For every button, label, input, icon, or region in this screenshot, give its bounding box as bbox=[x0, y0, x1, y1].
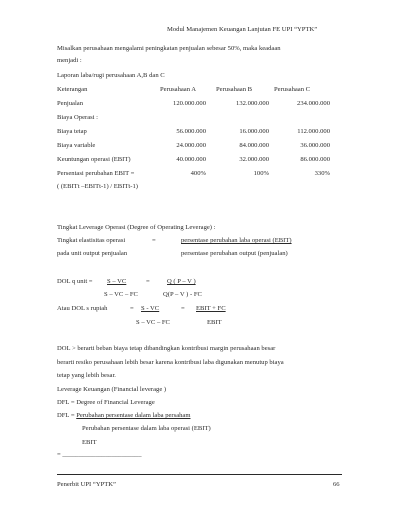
dol-rupiah-label: Atau DOL s rupiah bbox=[57, 305, 108, 312]
cell-a: 56.000.000 bbox=[176, 128, 206, 135]
dol-q-fraction-1-denominator: S – VC – FC bbox=[104, 291, 138, 298]
elasticity-label-2: pada unit output penjualan bbox=[57, 250, 128, 257]
dol-heading: Tingkat Leverage Operasi (Degree of Operating Leverage) : bbox=[57, 224, 216, 231]
intro-line-1: Misalkan perusahaan mengalami peningkatan penjualan sebesar 50%, maka keadaan bbox=[57, 45, 281, 52]
cell-a: 24.000.000 bbox=[176, 142, 206, 149]
dol-rupiah-fraction-2-numerator: EBIT + FC bbox=[196, 305, 226, 312]
elasticity-numerator: persentase perubahan laba operasi (EBIT) bbox=[181, 237, 292, 244]
cell-c: 36.000.000 bbox=[300, 142, 330, 149]
dfl-formula-denominator: Perubahan persentase dalam laba operasi (EBIT) bbox=[82, 425, 211, 432]
elasticity-label-1: Tingkat elastisitas operasi bbox=[57, 237, 126, 244]
cell-c: 234.000.000 bbox=[297, 100, 330, 107]
row-label: Persentasi perubahan EBIT = bbox=[57, 170, 135, 177]
cell-c: 86.000.000 bbox=[300, 156, 330, 163]
table-caption: Laporan laba/rugi perusahaan A,B dan C bbox=[57, 72, 165, 79]
dol-q-fraction-2-numerator: Q ( P – V ) bbox=[167, 278, 196, 285]
table-header-cell: Perusahaan A bbox=[160, 86, 197, 93]
cell-a: 120.000.000 bbox=[173, 100, 206, 107]
cell-b: 84.000.000 bbox=[239, 142, 269, 149]
dol-q-fraction-1-numerator: S – VC bbox=[107, 278, 127, 285]
elasticity-denominator: persentase perubahan output (penjualan) bbox=[181, 250, 288, 257]
equals-sign: = bbox=[146, 278, 150, 285]
cell-c: 330% bbox=[314, 170, 330, 177]
equals-sign: = bbox=[130, 305, 134, 312]
running-header: Modul Manajemen Keuangan Lanjutan FE UPI “YPTK” bbox=[167, 26, 318, 33]
equals-sign: = bbox=[181, 305, 185, 312]
row-label: Biaya variable bbox=[57, 142, 96, 149]
table-header-cell: Perusahaan C bbox=[274, 86, 311, 93]
dfl-definition: DFL = Degree of Financial Leverage bbox=[57, 399, 155, 406]
footer-publisher: Penerbit UPI “YPTK” bbox=[57, 481, 116, 488]
table-header-cell: Perusahaan B bbox=[216, 86, 253, 93]
page-number: 66 bbox=[333, 481, 340, 488]
dol-rupiah-fraction-1-denominator: S – VC – FC bbox=[136, 319, 170, 326]
explanation-line-2: berarti resiko perusahaan lebih besar karena kontribusi laba digunakan menutup biaya bbox=[57, 359, 284, 366]
explanation-line-3: tetap yang lebih besar. bbox=[57, 372, 116, 379]
dol-q-fraction-2-denominator: Q(P – V ) - FC bbox=[163, 291, 202, 298]
row-label: Biaya Operasi : bbox=[57, 114, 99, 121]
formula-note: ( (EBITt –EBITt-1) / EBITt-1) bbox=[57, 183, 138, 190]
dfl-formula-prefix: DFL = bbox=[57, 412, 77, 419]
dfl-ebit: EBIT bbox=[82, 439, 97, 446]
intro-line-2: menjadi : bbox=[57, 57, 82, 64]
cell-a: 400% bbox=[190, 170, 206, 177]
cell-b: 132.000.000 bbox=[236, 100, 269, 107]
row-label: Penjualan bbox=[57, 100, 84, 107]
cell-a: 40.000.000 bbox=[176, 156, 206, 163]
dol-q-unit-label: DOL q unit = bbox=[57, 278, 93, 285]
cell-b: 16.000.000 bbox=[239, 128, 269, 135]
dfl-blank-line: = ________________________ bbox=[57, 451, 142, 458]
cell-b: 32.000.000 bbox=[239, 156, 269, 163]
dol-rupiah-fraction-2-denominator: EBIT bbox=[207, 319, 222, 326]
row-label: Keuntungan operasi (EBIT) bbox=[57, 156, 131, 163]
table-header-cell: Keterangan bbox=[57, 86, 88, 93]
cell-c: 112.000.000 bbox=[297, 128, 330, 135]
explanation-line-1: DOL > berarti beban biaya tetap dibandingkan kontribusi margin perusahaan besar bbox=[57, 345, 276, 352]
dfl-heading: Leverage Keuangan (Financial leverage ) bbox=[57, 386, 167, 393]
row-label: Biaya tetap bbox=[57, 128, 87, 135]
dol-rupiah-fraction-1-numerator: S - VC bbox=[141, 305, 160, 312]
equals-sign: = bbox=[152, 237, 156, 244]
cell-b: 100% bbox=[253, 170, 269, 177]
footer-rule bbox=[57, 474, 342, 475]
dfl-formula bbox=[57, 412, 190, 420]
dfl-formula-numerator: Perubahan persentase dalam laba persaham bbox=[76, 412, 191, 419]
